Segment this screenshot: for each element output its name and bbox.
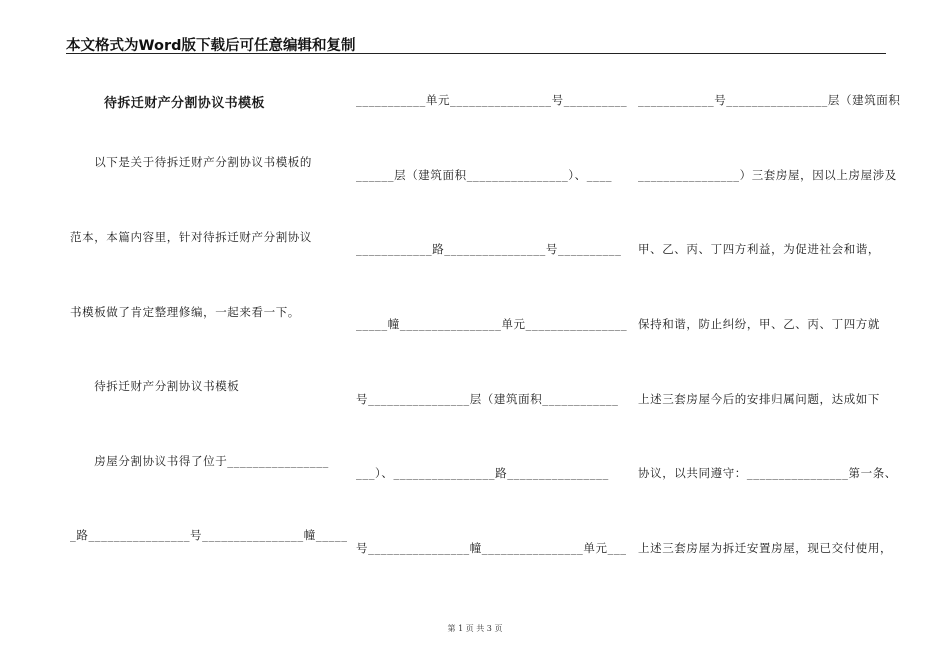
header-divider: [66, 53, 886, 54]
text-line: _____幢________________单元________________: [356, 317, 628, 331]
text-line: 以下是关于待拆迁财产分割协议书模板的: [70, 155, 312, 169]
text-line: ___________单元________________号__________: [356, 93, 628, 107]
text-line: _路________________号________________幢_____: [70, 528, 348, 542]
text-line: 保持和谐，防止纠纷，甲、乙、丙、丁四方就: [638, 317, 880, 331]
text-line: 上述三套房屋今后的安排归属问题，达成如下: [638, 392, 880, 406]
text-line: 上述三套房屋为拆迁安置房屋，现已交付使用，: [638, 541, 893, 555]
text-line: 范本，本篇内容里，针对待拆迁财产分割协议: [70, 230, 312, 244]
text-line: ______层（建筑面积________________）、____: [356, 168, 613, 182]
text-line: 房屋分割协议书得了位于________________: [70, 454, 329, 468]
section-heading: 待拆迁财产分割协议书模板: [70, 379, 240, 393]
text-line: ____________号________________层（建筑面积: [638, 93, 901, 107]
text-line: 号________________幢________________单元___: [356, 541, 627, 555]
text-line: ___）、________________路________________: [356, 466, 609, 480]
text-line: 甲、乙、丙、丁四方利益，为促进社会和谐，: [638, 242, 880, 256]
column-1: [70, 60, 348, 620]
column-3: [638, 60, 901, 620]
text-line: 号________________层（建筑面积____________: [356, 392, 619, 406]
text-line: 协议，以共同遵守：________________第一条、: [638, 466, 897, 480]
text-line: ________________）三套房屋，因以上房屋涉及: [638, 168, 897, 182]
page-number: 第 1 页 共 3 页: [447, 624, 503, 633]
document-title: 待拆迁财产分割协议书模板: [104, 96, 265, 111]
document-header: 本文格式为Word版下载后可任意编辑和复制: [66, 38, 356, 54]
column-2: [356, 60, 628, 620]
text-line: 书模板做了肯定整理修编，一起来看一下。: [70, 305, 300, 319]
text-line: ____________路________________号__________: [356, 242, 622, 256]
